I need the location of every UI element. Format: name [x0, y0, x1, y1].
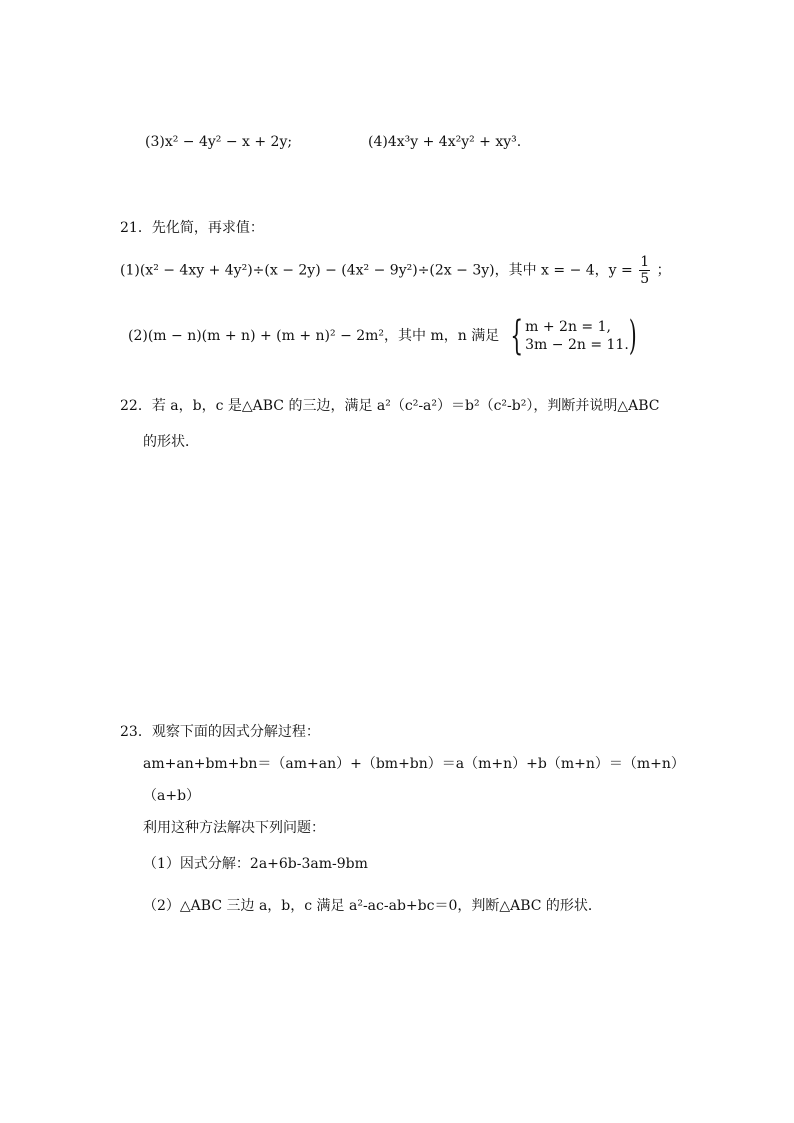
fraction-denominator: 5	[640, 271, 650, 287]
q22-line2: 的形状．	[143, 434, 199, 450]
equation-1: m + 2n = 1,	[525, 319, 611, 335]
q23-part2: （2）△ABC 三边 a，b，c 满足 a²-ac-ab+bc＝0，判断△ABC 的形状．	[143, 898, 602, 914]
equation-system	[504, 313, 641, 359]
q21-part1-expression: (1)(x² − 4xy + 4y²)÷(x − 2y) − (4x² − 9y²)÷(2x − 3y)，其中 x = − 4，y =	[120, 262, 633, 279]
q21-part1	[120, 254, 671, 287]
q20-part4: (4)4x³y + 4x²y² + xy³.	[368, 134, 522, 150]
q23-part1: （1）因式分解：2a+6b-3am-9bm	[143, 856, 368, 872]
q21-part2	[128, 313, 640, 359]
equation-2: 3m − 2n = 11.	[525, 337, 629, 353]
q22-line1: 22．若 a，b，c 是△ABC 的三边，满足 a²（c²-a²）＝b²（c²-b²），判断并说明△ABC	[120, 398, 660, 414]
q21-part1-fraction	[639, 254, 650, 287]
q21-title: 21．先化简，再求值：	[120, 220, 264, 236]
q23-line1: am+an+bm+bn＝（am+an）+（bm+bn）＝a（m+n）+b（m+n）＝（m+n）	[143, 756, 685, 772]
q21-part2-expression: (2)(m − n)(m + n) + (m + n)² − 2m²，其中 m，n 满足	[128, 328, 500, 344]
left-brace-icon: {	[510, 313, 523, 359]
q23-line2: （a+b）	[143, 788, 201, 804]
q20-part3: (3)x² − 4y² − x + 2y;	[145, 134, 293, 150]
q21-part1-end: ；	[656, 262, 671, 279]
q23-line3: 利用这种方法解决下列问题：	[143, 820, 325, 836]
fraction-numerator: 1	[640, 254, 650, 270]
q23-title: 23．观察下面的因式分解过程：	[120, 724, 320, 740]
right-brace-icon: )	[628, 313, 637, 359]
